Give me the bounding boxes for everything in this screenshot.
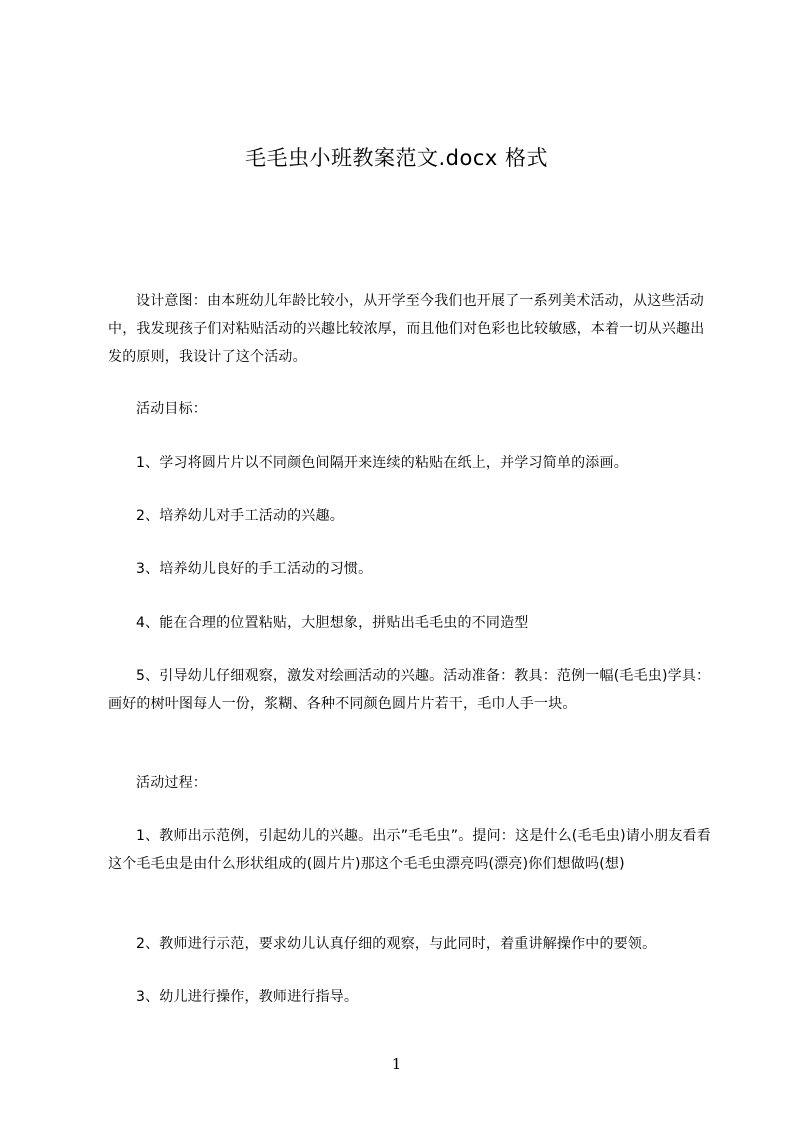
- goal-item-1: 1、学习将圆片片以不同颜色间隔开来连续的粘贴在纸上，并学习简单的添画。: [136, 455, 628, 471]
- goal-item-3: 3、培养幼儿良好的手工活动的习惯。: [136, 561, 373, 577]
- page-number: 1: [391, 1055, 402, 1073]
- goal-item-2: 2、培养幼儿对手工活动的兴趣。: [136, 508, 344, 524]
- goals-heading: 活动目标：: [136, 401, 207, 417]
- goal-item-5: 5、引导幼儿仔细观察，激发对绘画活动的兴趣。活动准备：教具：范例一幅(毛毛虫)学具：画好的树叶图每人一份，浆糊、各种不同颜色圆片片若干，毛巾人手一块。: [108, 668, 711, 712]
- goal-item-4: 4、能在合理的位置粘贴，大胆想象，拼贴出毛毛虫的不同造型: [136, 615, 529, 631]
- process-heading: 活动过程：: [136, 775, 207, 791]
- process-step-1: 1、教师出示范例，引起幼儿的兴趣。出示”毛毛虫”。提问：这是什么(毛毛虫)请小朋友看看这个毛毛虫是由什么形状组成的(圆片片)那这个毛毛虫漂亮吗(漂亮)你们想做吗(想): [108, 828, 711, 872]
- process-step-2: 2、教师进行示范，要求幼儿认真仔细的观察，与此同时，着重讲解操作中的要领。: [136, 936, 657, 952]
- design-intent-paragraph: 设计意图：由本班幼儿年龄比较小，从开学至今我们也开展了一系列美术活动，从这些活动中，我发现孩子们对粘贴活动的兴趣比较浓厚，而且他们对色彩也比较敏感，本着一切从兴趣出发的原则，我设计了这个活动。: [108, 293, 705, 365]
- document-title: 毛毛虫小班教案范文.docx 格式: [244, 146, 548, 170]
- process-step-3: 3、幼儿进行操作，教师进行指导。: [136, 989, 359, 1005]
